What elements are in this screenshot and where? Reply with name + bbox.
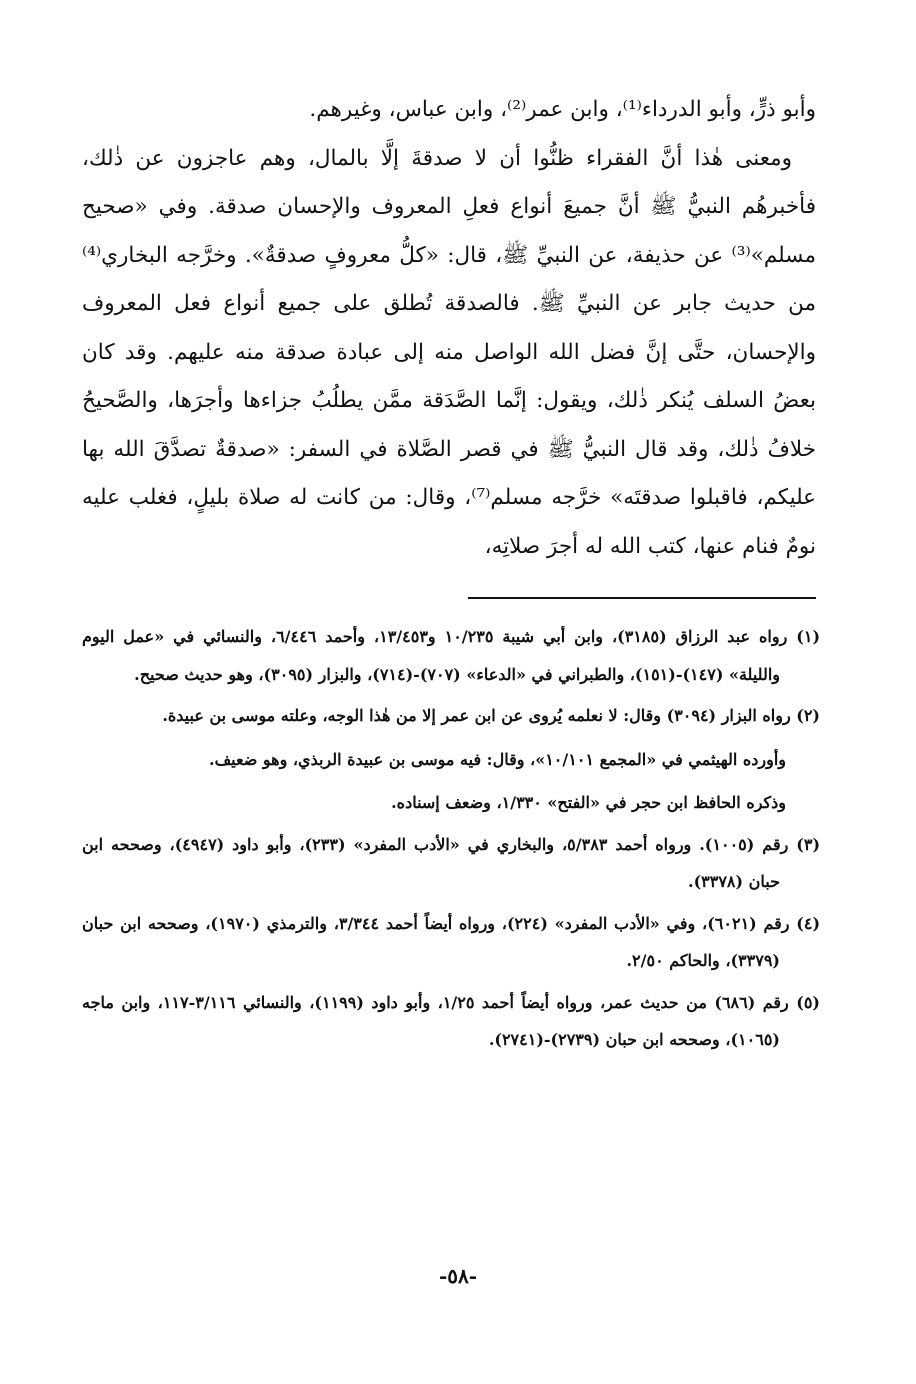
main-paragraph-2: ومعنى هٰذا أنَّ الفقراء ظنُّوا أن لا صدقةَ إلَّا بالمال، وهم عاجزون عن ذٰلك، فأخبرهُم النبيُّ ﷺ أنَّ جميعَ أنواع فعلِ المعروف والإحسان صدقة. وفي «صحيح مسلم»⁽³⁾ عن حذيفة، عن النبيِّ ﷺ، قال: «كلُّ معروفٍ صدقةٌ». وخرَّجه البخاري⁽⁴⁾ من حديث جابر عن النبيِّ ﷺ. فالصدقة تُطلق على جميع أنواع فعل المعروف والإحسان، حتَّى إنَّ فضل الله الواصل منه إلى عبادة صدقة منه عليهم. وقد كان بعضُ السلف يُنكر ذٰلك، ويقول: إنَّما الصَّدَقة ممَّن يطلُبُ جزاءها وأجرَها، والصَّحيحُ خلافُ ذٰلك، وقد قال النبيُّ ﷺ في قصر الصَّلاة في السفر: «صدقةٌ تصدَّقَ الله بها عليكم، فاقبلوا صدقتَه» خرَّجه مسلم⁽⁷⁾، وقال: من كانت له صلاة بليلٍ، فغلب عليه نومٌ فنام عنها، كتب الله له أجرَ صلاتِه،	[82, 145, 817, 559]
footnote-separator	[468, 597, 816, 599]
footnote-4: (٤) رقم (٦٠٢١)، وفي «الأدب المفرد» (٢٢٤)، ورواه أيضاً أحمد ٣/٣٤٤، والترمذي (١٩٧٠)، وصححه ابن حبان (٣٣٧٩)، والحاكم ٢/٥٠.	[82, 913, 821, 970]
footnote-2-continuation-1: وأورده الهيثمي في «المجمع ١٠/١٠١»، وقال: فيه موسى بن عبيدة الربذي، وهو ضعيف.	[209, 749, 786, 769]
main-text	[82, 86, 816, 571]
footnotes	[82, 618, 820, 1063]
footnote-3: (٣) رقم (١٠٠٥). ورواه أحمد ٥/٣٨٣، والبخاري في «الأدب المفرد» (٢٣٣)، وأبو داود (٤٩٤٧)، وصححه ابن حبان (٣٣٧٨).	[82, 834, 821, 891]
footnote-2-continuation-2: وذكره الحافظ ابن حجر في «الفتح» ١/٣٣٠، وضعف إسناده.	[391, 793, 786, 812]
main-paragraph-1: وأبو ذرٍّ، وأبو الدرداء⁽¹⁾، وابن عمر⁽²⁾، وابن عباس، وغيرهم.	[309, 97, 816, 122]
footnote-1: (١) رواه عبد الرزاق (٣١٨٥)، وابن أبي شيبة ١٠/٢٣٥ و١٣/٤٥٣، وأحمد ٦/٤٤٦، والنسائي في «عمل اليوم والليلة» (١٤٧)-(١٥١)، والطبراني في «الدعاء» (٧٠٧)-(٧١٤)، والبزار (٣٠٩٥)، وهو حديث صحيح.	[82, 627, 821, 684]
footnote-5: (٥) رقم (٦٨٦) من حديث عمر، ورواه أيضاً أحمد ١/٢٥، وأبو داود (١١٩٩)، والنسائي ٣/١١٦-١١٧، وابن ماجه (١٠٦٥)، وصححه ابن حبان (٢٧٣٩)-(٢٧٤١).	[82, 992, 820, 1049]
page-number: -٥٨-	[438, 1264, 478, 1288]
footnote-2: (٢) رواه البزار (٣٠٩٤) وقال: لا نعلمه يُروى عن ابن عمر إلا من هٰذا الوجه، وعلته موسى بن عبيدة.	[162, 706, 820, 725]
